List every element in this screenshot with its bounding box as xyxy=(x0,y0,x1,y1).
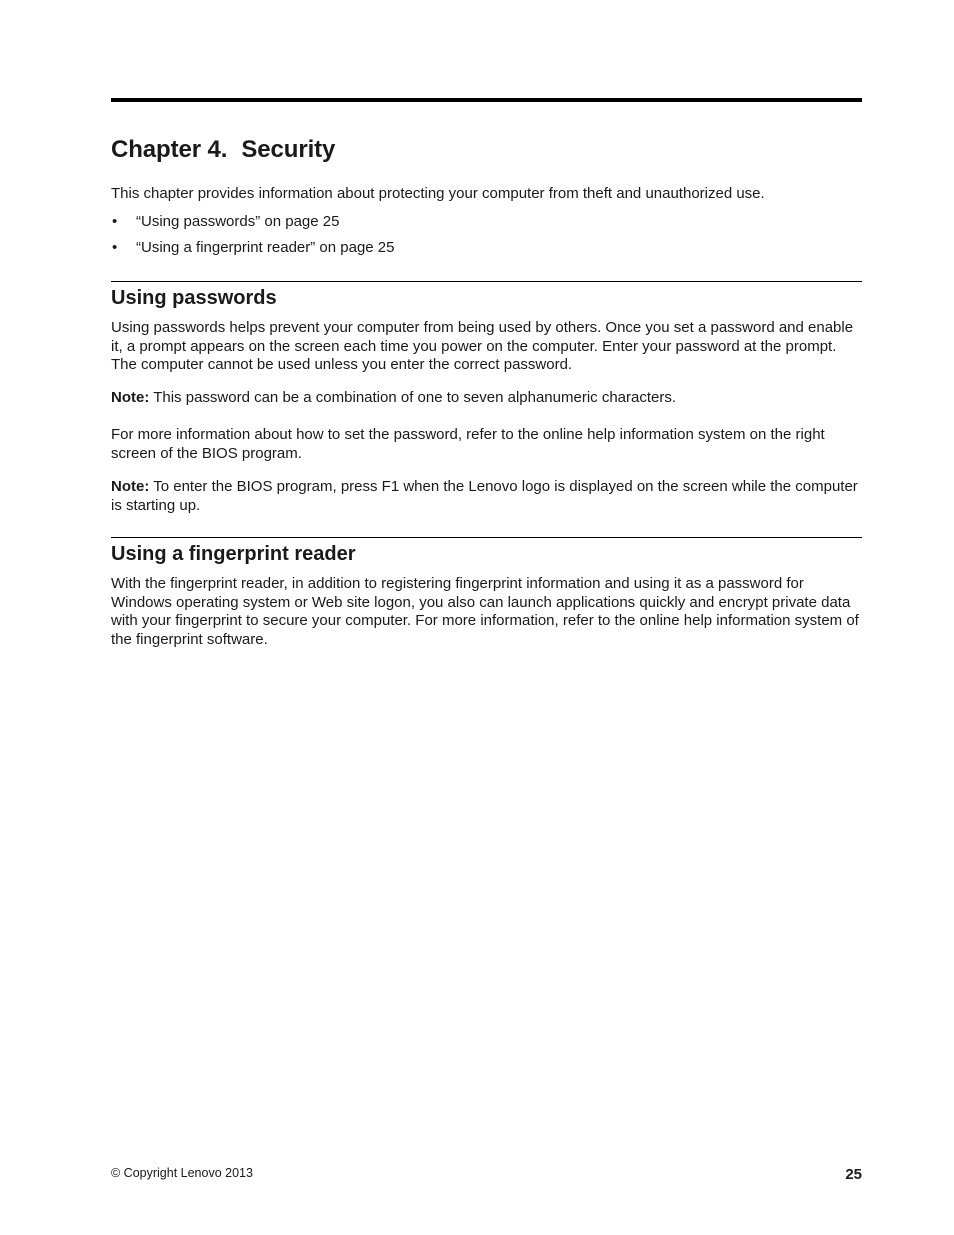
note-label: Note: xyxy=(111,478,150,495)
bullet-glyph: • xyxy=(112,238,118,256)
footer-page-number: 25 xyxy=(845,1166,862,1183)
section-rule-passwords xyxy=(111,281,862,282)
passwords-note-1 xyxy=(111,389,862,408)
passwords-more-info: For more information about how to set the password, refer to the online help information system on the right screen of the BIOS program. xyxy=(111,426,825,462)
note-text: This password can be a combination of one to seven alphanumeric characters. xyxy=(149,389,677,406)
passwords-body: Using passwords helps prevent your computer from being used by others. Once you set a password and enable it, a prompt appears on the screen each time you power on the computer. Enter your password at the prompt. The computer cannot be used unless you enter the correct password. xyxy=(111,319,854,374)
chapter-name: Security xyxy=(241,136,336,163)
fingerprint-body: With the fingerprint reader, in addition to registering fingerprint information and using it as a password for Windows operating system or Web site logon, you also can launch applications quickly and encrypt private data with your fingerprint to secure your computer. For more information, refer to the online help information system of the fingerprint software. xyxy=(111,575,859,648)
section-title-fingerprint: Using a fingerprint reader xyxy=(111,543,356,565)
chapter-number: Chapter 4. xyxy=(111,136,228,163)
note-label: Note: xyxy=(111,389,150,406)
bullet-glyph: • xyxy=(112,213,118,230)
chapter-intro: This chapter provides information about protecting your computer from theft and unauthorized use. xyxy=(111,185,765,202)
toc-link-passwords[interactable]: “Using passwords” on page 25 xyxy=(136,213,340,230)
toc-item[interactable] xyxy=(111,213,395,232)
note-text: To enter the BIOS program, press F1 when the Lenovo logo is displayed on the screen while the computer is starting up. xyxy=(111,478,858,514)
toc-link-fingerprint[interactable]: “Using a fingerprint reader” on page 25 xyxy=(136,238,395,256)
document-page xyxy=(111,0,862,1235)
toc-item[interactable] xyxy=(111,239,395,258)
passwords-note-2 xyxy=(111,478,862,515)
chapter-top-rule xyxy=(111,98,862,102)
section-rule-fingerprint xyxy=(111,537,862,538)
chapter-toc-list xyxy=(111,213,395,265)
footer-copyright: © Copyright Lenovo 2013 xyxy=(111,1166,253,1180)
section-title-passwords: Using passwords xyxy=(111,287,277,309)
chapter-title xyxy=(111,135,335,165)
